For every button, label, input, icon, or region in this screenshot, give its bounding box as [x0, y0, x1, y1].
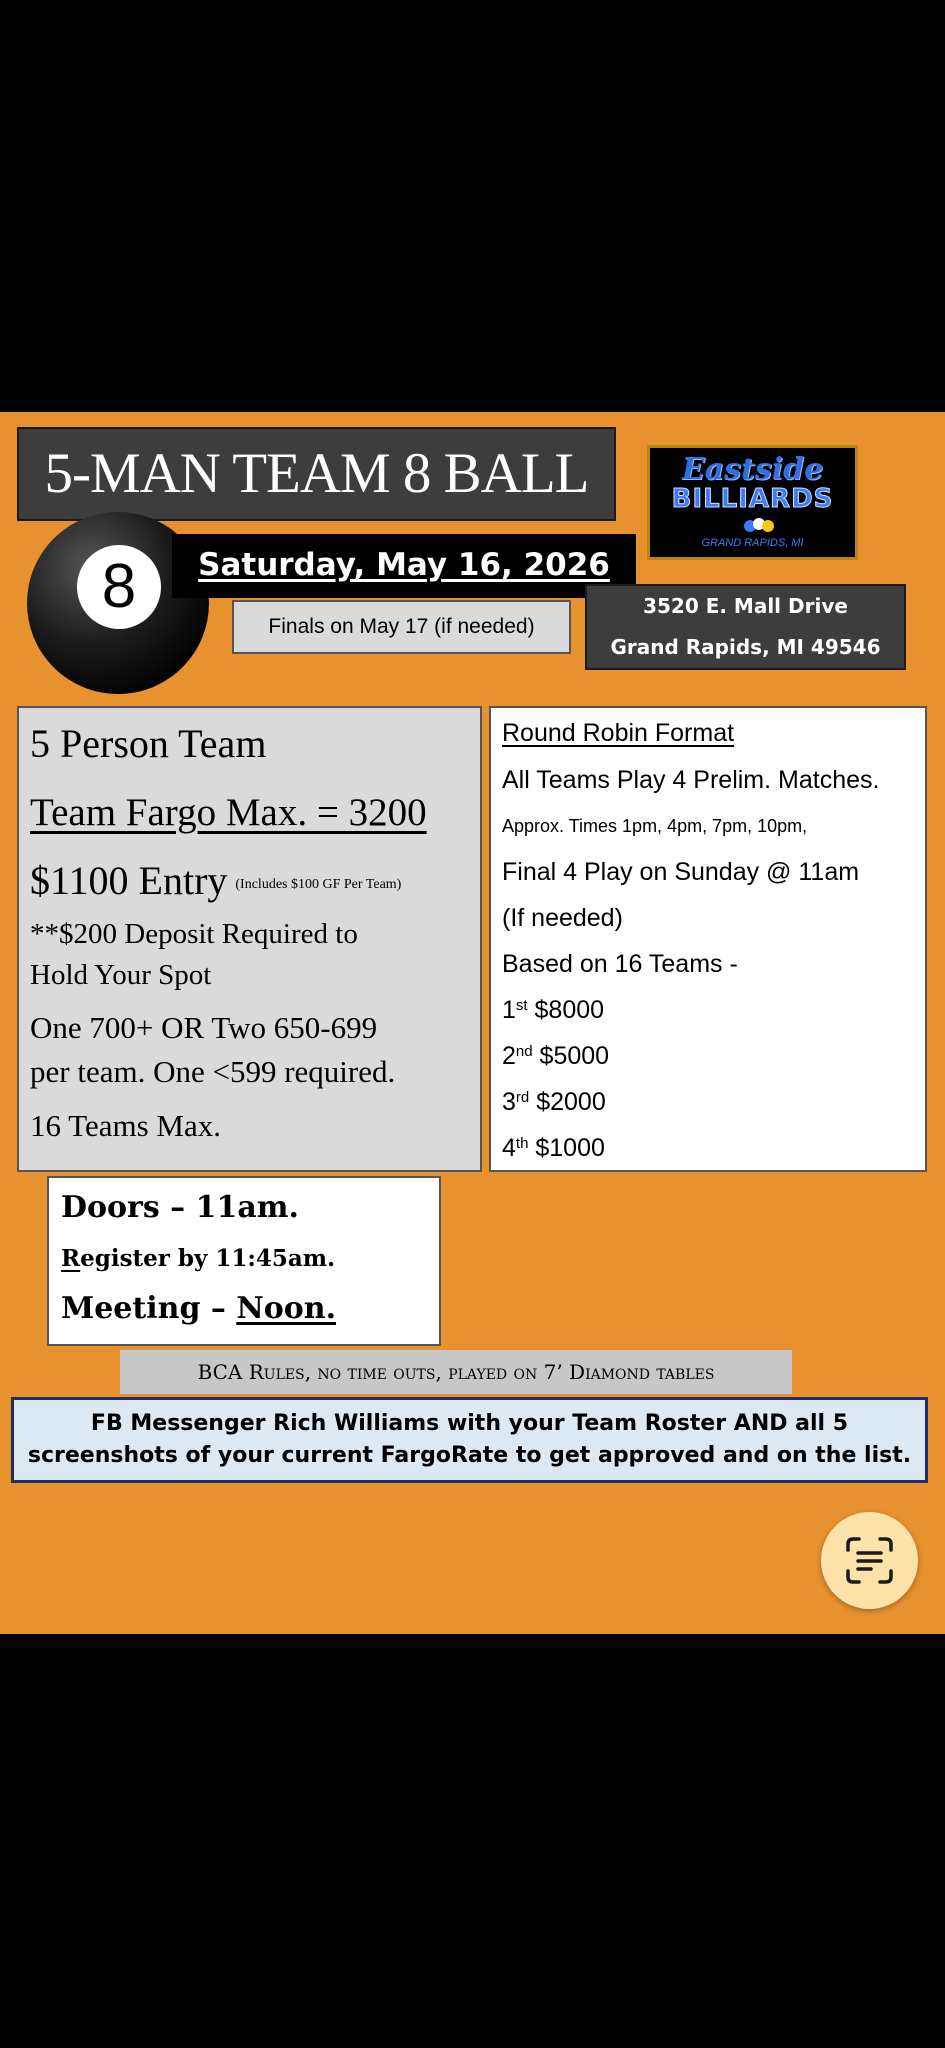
team-size: 5 Person Team: [30, 721, 267, 766]
max-teams: 16 Teams Max.: [30, 1108, 221, 1143]
text-scan-icon: [845, 1536, 894, 1585]
register-time: Register by 11:45am.: [61, 1245, 336, 1272]
final-four: Final 4 Play on Sunday @ 11am: [502, 858, 860, 886]
address-city: Grand Rapids, MI 49546: [610, 635, 881, 659]
prize-third: 3rd $2000: [502, 1088, 606, 1116]
rules-banner: BCA Rules, no time outs, played on 7’ Diamond tables: [120, 1350, 792, 1394]
fargo-max: Team Fargo Max. = 3200: [30, 791, 427, 834]
eastside-billiards-logo: [647, 445, 858, 560]
rating-line-1: One 700+ OR Two 650-699: [30, 1010, 378, 1045]
event-date-banner: [172, 534, 636, 598]
prize-first: 1st $8000: [502, 996, 605, 1024]
logo-line-3: GRAND RAPIDS, MI: [701, 537, 804, 549]
prelim-matches: All Teams Play 4 Prelim. Matches.: [502, 766, 880, 794]
entry-fee: [30, 850, 480, 914]
logo-line-1: Eastside: [681, 452, 824, 487]
contact-instructions: [11, 1397, 928, 1483]
text-scan-button[interactable]: [821, 1512, 918, 1609]
contact-line-2: screenshots of your current FargoRate to get approved and on the list.: [27, 1443, 912, 1468]
team-requirements-panel: [17, 706, 482, 1172]
event-flyer: [0, 412, 945, 1634]
rating-line-2: per team. One <599 required.: [30, 1054, 396, 1089]
billiard-balls-icon: [744, 514, 774, 534]
format-prizes-panel: [489, 706, 927, 1172]
based-on-teams: Based on 16 Teams -: [502, 950, 738, 978]
schedule-panel: [47, 1176, 441, 1346]
entry-amount: $1100 Entry: [30, 858, 228, 903]
venue-address: [585, 584, 906, 670]
eight-ball-number: 8: [77, 545, 161, 629]
deposit-line-2: Hold Your Spot: [30, 959, 212, 991]
meeting-time: Meeting – Noon.: [61, 1291, 337, 1326]
deposit-info: [30, 914, 480, 996]
event-date: Saturday, May 16, 2026: [198, 547, 610, 583]
doors-time: Doors – 11am.: [61, 1190, 299, 1225]
flyer-title: 5-MAN TEAM 8 BALL: [17, 427, 616, 521]
finals-note: Finals on May 17 (if needed): [232, 600, 571, 654]
address-street: 3520 E. Mall Drive: [643, 594, 848, 618]
rating-requirements: [30, 1006, 480, 1094]
prize-second: 2nd $5000: [502, 1042, 610, 1070]
entry-note: (Includes $100 GF Per Team): [235, 876, 402, 892]
format-heading: Round Robin Format: [502, 719, 735, 747]
approx-times: Approx. Times 1pm, 4pm, 7pm, 10pm,: [502, 816, 808, 836]
if-needed: (If needed): [502, 904, 623, 932]
prize-fourth: 4th $1000: [502, 1134, 605, 1162]
deposit-line-1: **$200 Deposit Required to: [30, 918, 358, 950]
logo-line-2: BILLIARDS: [671, 484, 834, 514]
contact-line-1: FB Messenger Rich Williams with your Team Roster AND all 5: [90, 1411, 849, 1436]
